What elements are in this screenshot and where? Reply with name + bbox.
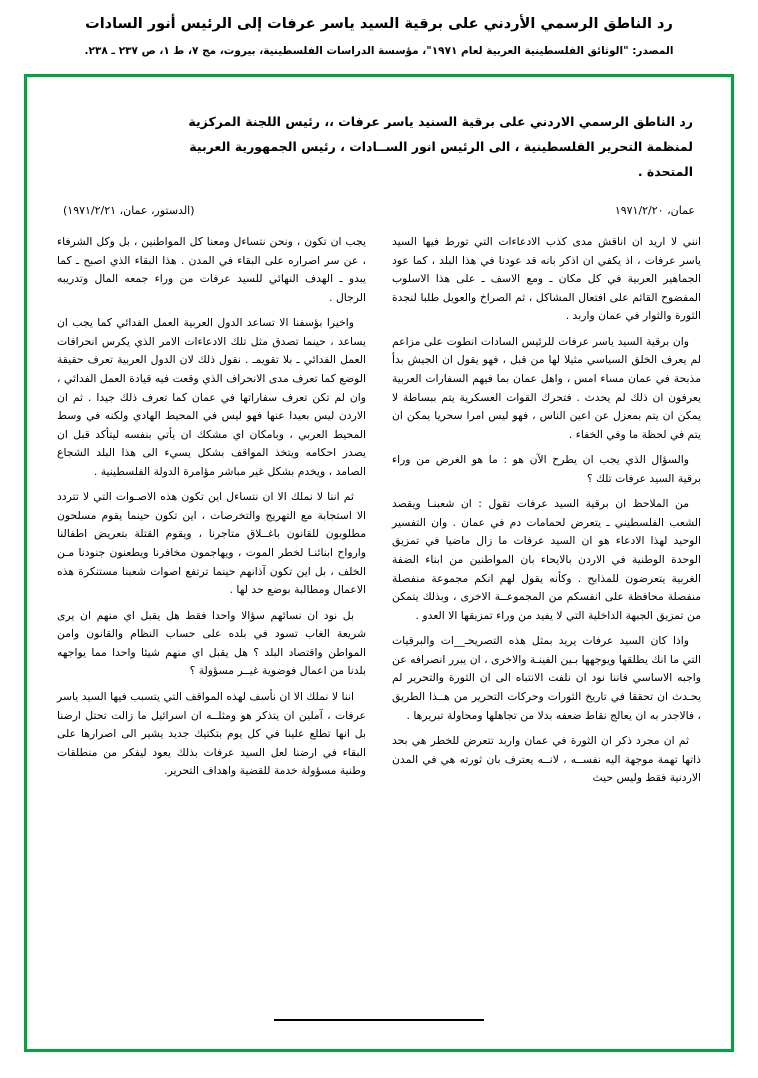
- paragraph: وان برقية السيد ياسر عرفات للرئيس السادات انطوت على مزاعم لم يعرف الخلق السياسي مثيلا لها من قبل ، فهو يقول ان الجيش بدأ مذبحة في عمان مساء امس ، واهل عمان بما فيهم السفارات العربية يعرفون ان ذلك لم يحدث . فتحرك القوات العسكرية يتم ببساطة لا يمكن ان يتم بمعزل عن اعين الناس ، فهو ليس امرا سحريا يمكن ان يتم في لحظة ما وفي الخفاء .: [392, 334, 701, 441]
- page-header: [0, 0, 758, 59]
- paragraph: من الملاحظ ان برقية السيد عرفات تقول : ان شعبنـا ويقصد الشعب الفلسطيني ـ يتعرض لحمامات دم في عمان . وان التفسير الوحيد لهذا الادعاء هو ان السيد عرفات ما زال ماضيا في تمزيق الوحدة الوطنية في الاردن بالايحاء بان المواطنين من ابناء الضفة الغربية يتعرضون للمذابح . وكأنه يقول لهم انكم مجموعة منفصلة منفصلة محافظة على انفسكم من المجموعــة الاخرى ، وبذلك يتمكن من تمزيق الجبهة الداخلية التي لا يفيد من وراء تمزيقها الا العدو .: [392, 497, 701, 622]
- paragraph: يجب ان تكون ، ونحن نتساءل ومعنا كل المواطنين ، بل وكل الشرفاء ، عن سر اصراره على البقاء في المدن . هذا البقاء الذي اصبح ـ كما يبدو ـ الهدف النهائي للسيد عرفات من وراء جمعه المال وتدريبه الرجال .: [57, 235, 366, 304]
- column-left: [57, 233, 366, 795]
- document-meta: [63, 204, 695, 217]
- paragraph: واخيرا بؤسفنا الا تساعد الدول العربية العمل الفدائي كما يجب ان يساعد ، حينما تصدق مثل تلك الادعاءات الامر الذي يكرس انحرافات العمل الفدائي ـ بلا تقويمـ . نقول ذلك لان الدول العربية تعرف حقيقة الوضع كما تعرف مدى الانحراف الذي وقعت فيه قيادة العمل الفدائي ، وان لم تكن تعرف سفاراتها في عمان كما تعرف ذلك جيدا . ثم ان الاردن ليس بعيدا عنها فهو ليس في المحيط الهادي ولكنه في وسط المحيط العربي ، وبامكان اي مشكك ان يأتي بنفسه ليتأكد قبل ان يصدر احكامه ويتخذ المواقف بشكل يسيء الى هذا البلد الشجاع الصامد ، ويخدم بشكل غير مباشر مؤامرة الدولة الفلسطينية .: [57, 316, 366, 478]
- meta-dateline: عمان، ١٩٧١/٢/٢٠: [614, 204, 695, 217]
- paragraph: ثم ان مجرد ذكر ان الثورة في عمان واربد تتعرض للخطر هي بحد ذاتها تهمة موجهة اليه نفســه ، لانــه يعترف بان ثورته هي في المدن الاردنية فقط وليس حيث: [392, 734, 701, 785]
- paragraph: اننا لا نملك الا ان نأسف لهذه المواقف التي يتسبب فيها السيد ياسر عرفات ، آملين ان يتذكر هو ومثلــه ان اسرائيل ما زالت تحتل ارضنا بل انها تطلع علينا في كل يوم بتكتيك جديد يشير الى اصرارها على البقاء في ارضنا لعل السيد عرفات بذلك يعود ليفكر من منطلقات وطنية مسؤولة خدمة للقضية واهداف التحرير.: [57, 689, 366, 778]
- text-columns: [57, 233, 701, 795]
- bottom-divider: [274, 1019, 484, 1021]
- document-frame: [24, 74, 734, 1052]
- document-body: [27, 77, 731, 1049]
- paragraph: واذا كان السيد عرفات يريد بمثل هذه التصريحـ__ات والبرقيات التي ما انك يطلقها ويوجهها بـين الفينـة والاخرى ، ان يبرر انصرافه عن واجبه الاساسي فاننا نود ان نلفت الانتباه الى ان الثورة والتحرير لم يحـدث ان تحققا في تاريخ الثورات وحركات التحرير من هــذا الطريق ، فالاجدر به ان يعالج نقاط ضعفه بدلا من تجاهلها ومحاولة تبريرها .: [392, 634, 701, 722]
- paragraph: انني لا اريد ان اناقش مدى كذب الادعاءات التي تورط فيها السيد ياسر عرفات ، اذ يكفي ان اذكر بانه قد عودنا في هذا البلد ، كما عود الجماهير العربية في كل مكان ـ ومع الاسف ـ على هذا الاسلوب المفضوح القائم على افتعال المشاكل ، ثم الصراخ والعويل طلبا لنجدة الثورة والثوار في عمان واربد .: [392, 235, 701, 323]
- document-headline: رد الناطق الرسمي الاردني على برقية السنيد ياسر عرفات ،، رئيس اللجنة المركزية لمنظمة التحرير الفلسطينية ،‏ الى الرئيس انور الســادات ، رئيس الجمهورية العربية المتحدة .: [188, 114, 693, 179]
- source-line: المصدر: "الوثائق الفلسطينية العربية لعام ١٩٧١"، مؤسسة الدراسات الفلسطينية، بيروت، مج ٧، ط ١، ص ٢٣٧ ـ ٢٣٨.: [84, 45, 674, 58]
- paragraph: والسؤال الذي يجب ان يطرح الآن هو : ما هو الغرض من وراء برقية السيد عرفات تلك ؟: [392, 453, 701, 485]
- meta-citation: (الدستور، عمان، ١٩٧١/٢/٢١): [63, 204, 195, 217]
- page-title: رد الناطق الرسمي الأردني على برقية السيد ياسر عرفات إلى الرئيس أنور السادات: [85, 16, 673, 32]
- paragraph: بل نود ان نسائهم سؤالا واحدا فقط هل يقبل اي منهم ان يرى شريعة الغاب تسود في بلده على حساب النظام والقانون وامن المواطن واقتصاد البلد ؟ هل يقبل اي منهم شيئا واحدا مما يواجهه بلدنا من اعمال فوضوية غيــر مسؤولة ؟: [57, 608, 366, 678]
- paragraph: ثم اننا لا نملك الا ان نتساءل اين تكون هذه الاصـوات التي لا تتردد الا استجابة مع التهريج والتخرصات ، اين تكون حينما يقوم مسلحون مطلوبون للقانون باغــلاق متاجرنا ، ويقوم القتلة بتعريض اطفالنا وارواح ابنائنـا لخطر الموت ، ويهاجمون مخافرنا ويطعنون جنودنا مـن الخلف ، بل اين تكون آذانهم حينما ترتفع اصوات شعبنا مستنكرة هذه الاعمال ومطالبة بوضع حد لها .: [57, 490, 366, 597]
- column-right: [392, 233, 701, 795]
